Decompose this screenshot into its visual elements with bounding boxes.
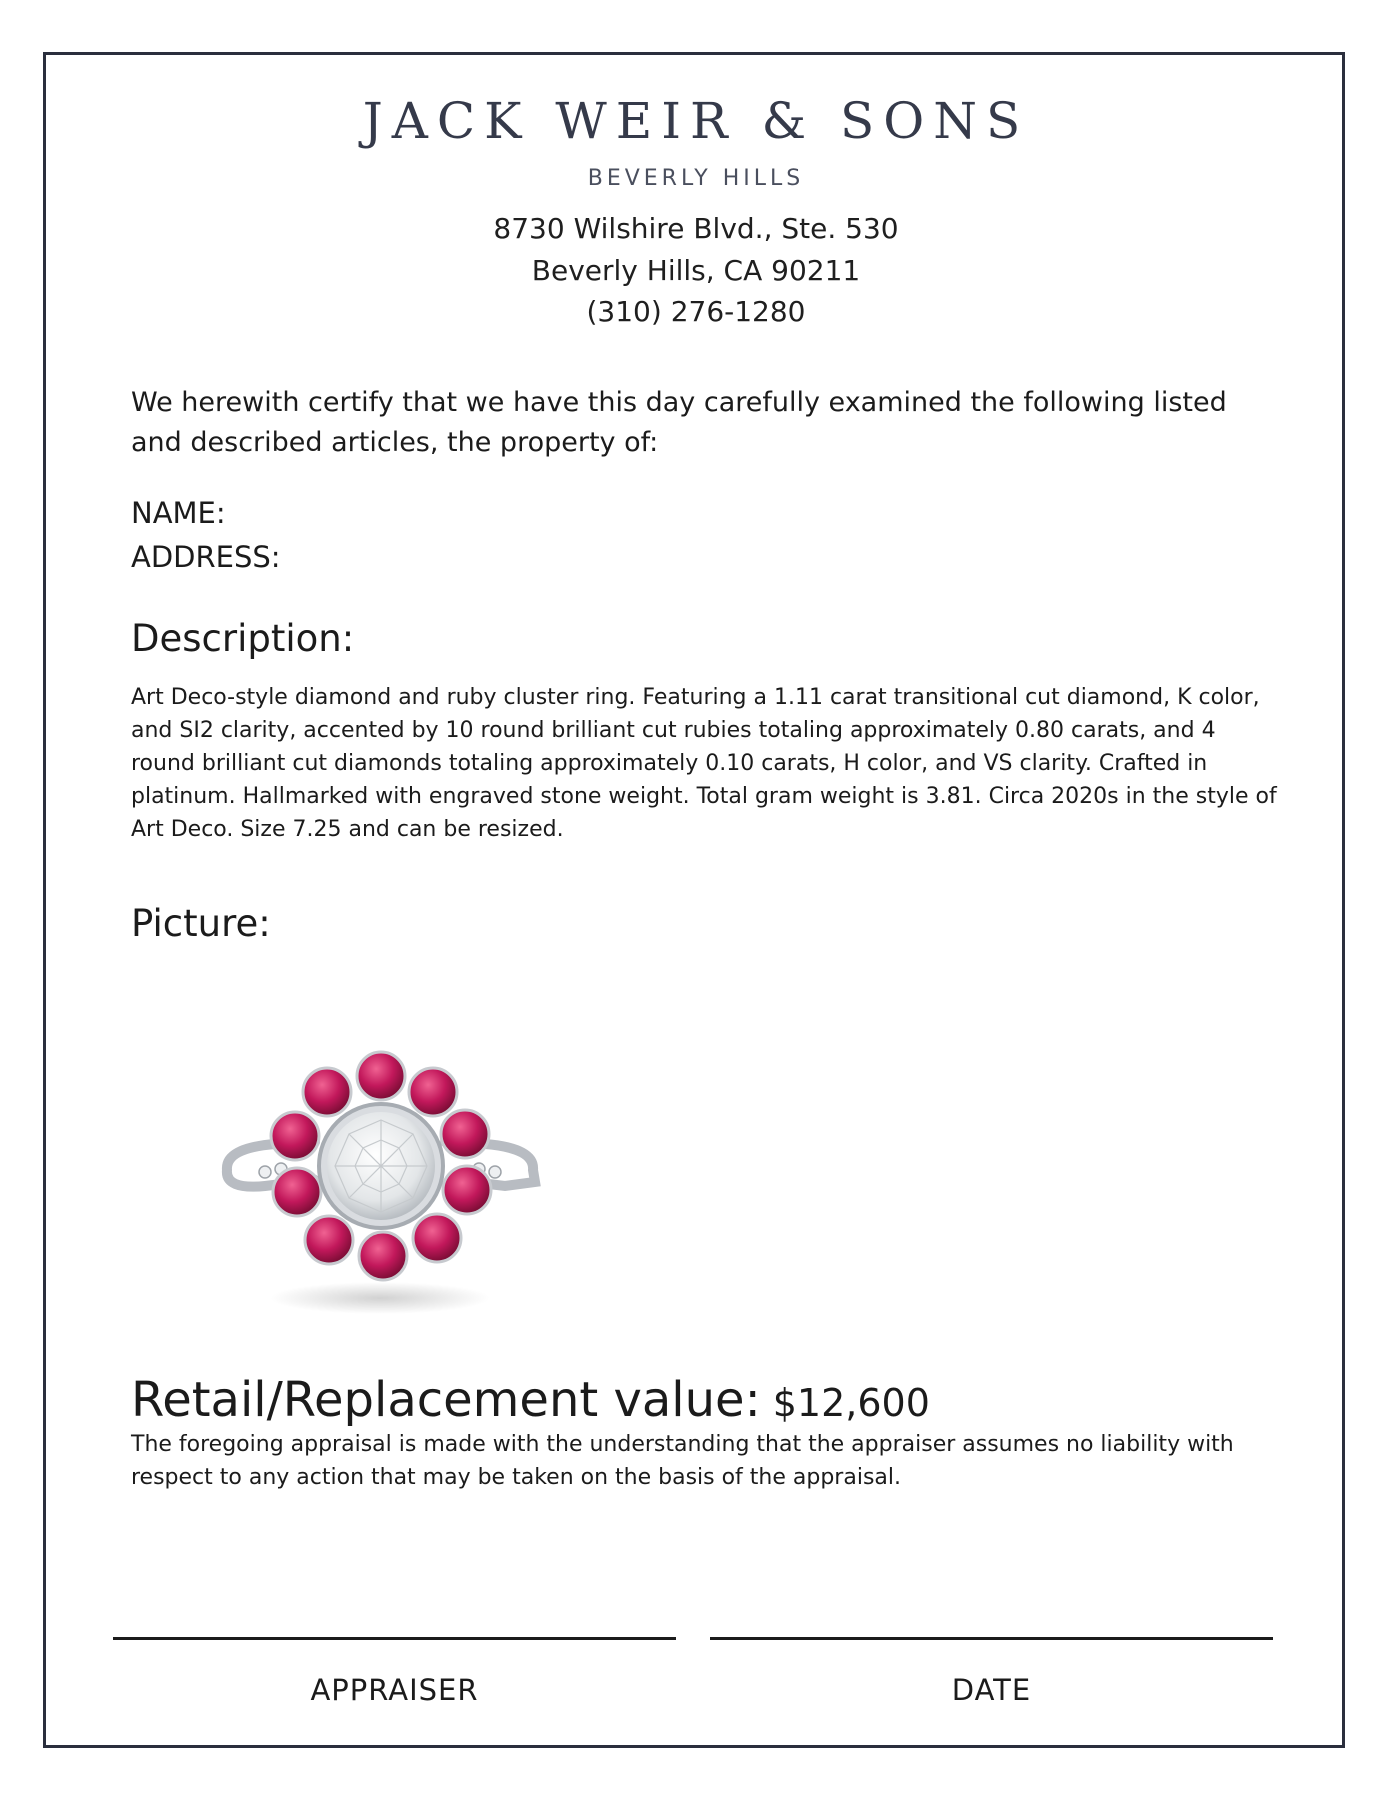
date-label: DATE [951, 1673, 1032, 1707]
side-diamond [489, 1166, 501, 1178]
name-label: NAME: [131, 496, 226, 530]
ruby-stone [413, 1214, 461, 1262]
ruby-stone [357, 1052, 405, 1100]
address-line-2: Beverly Hills, CA 90211 [531, 254, 861, 287]
ruby-stone [359, 1232, 407, 1280]
retail-value-label: Retail/Replacement value: [131, 1372, 761, 1428]
ruby-stone [441, 1110, 489, 1158]
brand-logo-city: BEVERLY HILLS [587, 166, 805, 191]
ring-photo [205, 1040, 545, 1320]
appraiser-label: APPRAISER [310, 1673, 479, 1707]
brand-logo-name: JACK WEIR & SONS [362, 92, 1030, 150]
description-heading: Description: [131, 617, 355, 660]
address-label: ADDRESS: [131, 540, 281, 574]
ruby-stone [409, 1068, 457, 1116]
diamond-facets [335, 1120, 427, 1212]
certification-intro: We herewith certify that we have this day carefully examined the following listed and described articles, the property of: [131, 387, 1227, 458]
appraiser-signature-line [113, 1637, 676, 1640]
phone-number: (310) 276-1280 [586, 295, 806, 328]
ruby-stone [273, 1168, 321, 1216]
disclaimer-text: The foregoing appraisal is made with the understanding that the appraiser assumes no liability with respect to any action that may be taken on the basis of the appraisal. [131, 1432, 1234, 1490]
ruby-stone [303, 1068, 351, 1116]
side-diamond [259, 1166, 271, 1178]
ruby-stone [443, 1166, 491, 1214]
date-signature-line [710, 1637, 1273, 1640]
ruby-stone [271, 1112, 319, 1160]
retail-value-amount: $12,600 [772, 1381, 930, 1425]
ring-shadow [270, 1282, 490, 1314]
retail-value [131, 1372, 930, 1428]
description-text: Art Deco-style diamond and ruby cluster ring. Featuring a 1.11 carat transitional cut diamond, K color, and SI2 clarity, accented by 10 round brilliant cut rubies totaling approximately 0.80 carats, and 4 round brilliant cut diamonds totaling approximately 0.10 carats, H color, and VS clarity. Crafted in platinum. Hallmarked with engraved stone weight. Total gram weight is 3.81. Circa 2020s in the style of Art Deco. Size 7.25 and can be resized. [131, 685, 1277, 842]
ruby-stone [305, 1216, 353, 1264]
picture-heading: Picture: [131, 902, 271, 945]
address-line-1: 8730 Wilshire Blvd., Ste. 530 [493, 212, 899, 245]
